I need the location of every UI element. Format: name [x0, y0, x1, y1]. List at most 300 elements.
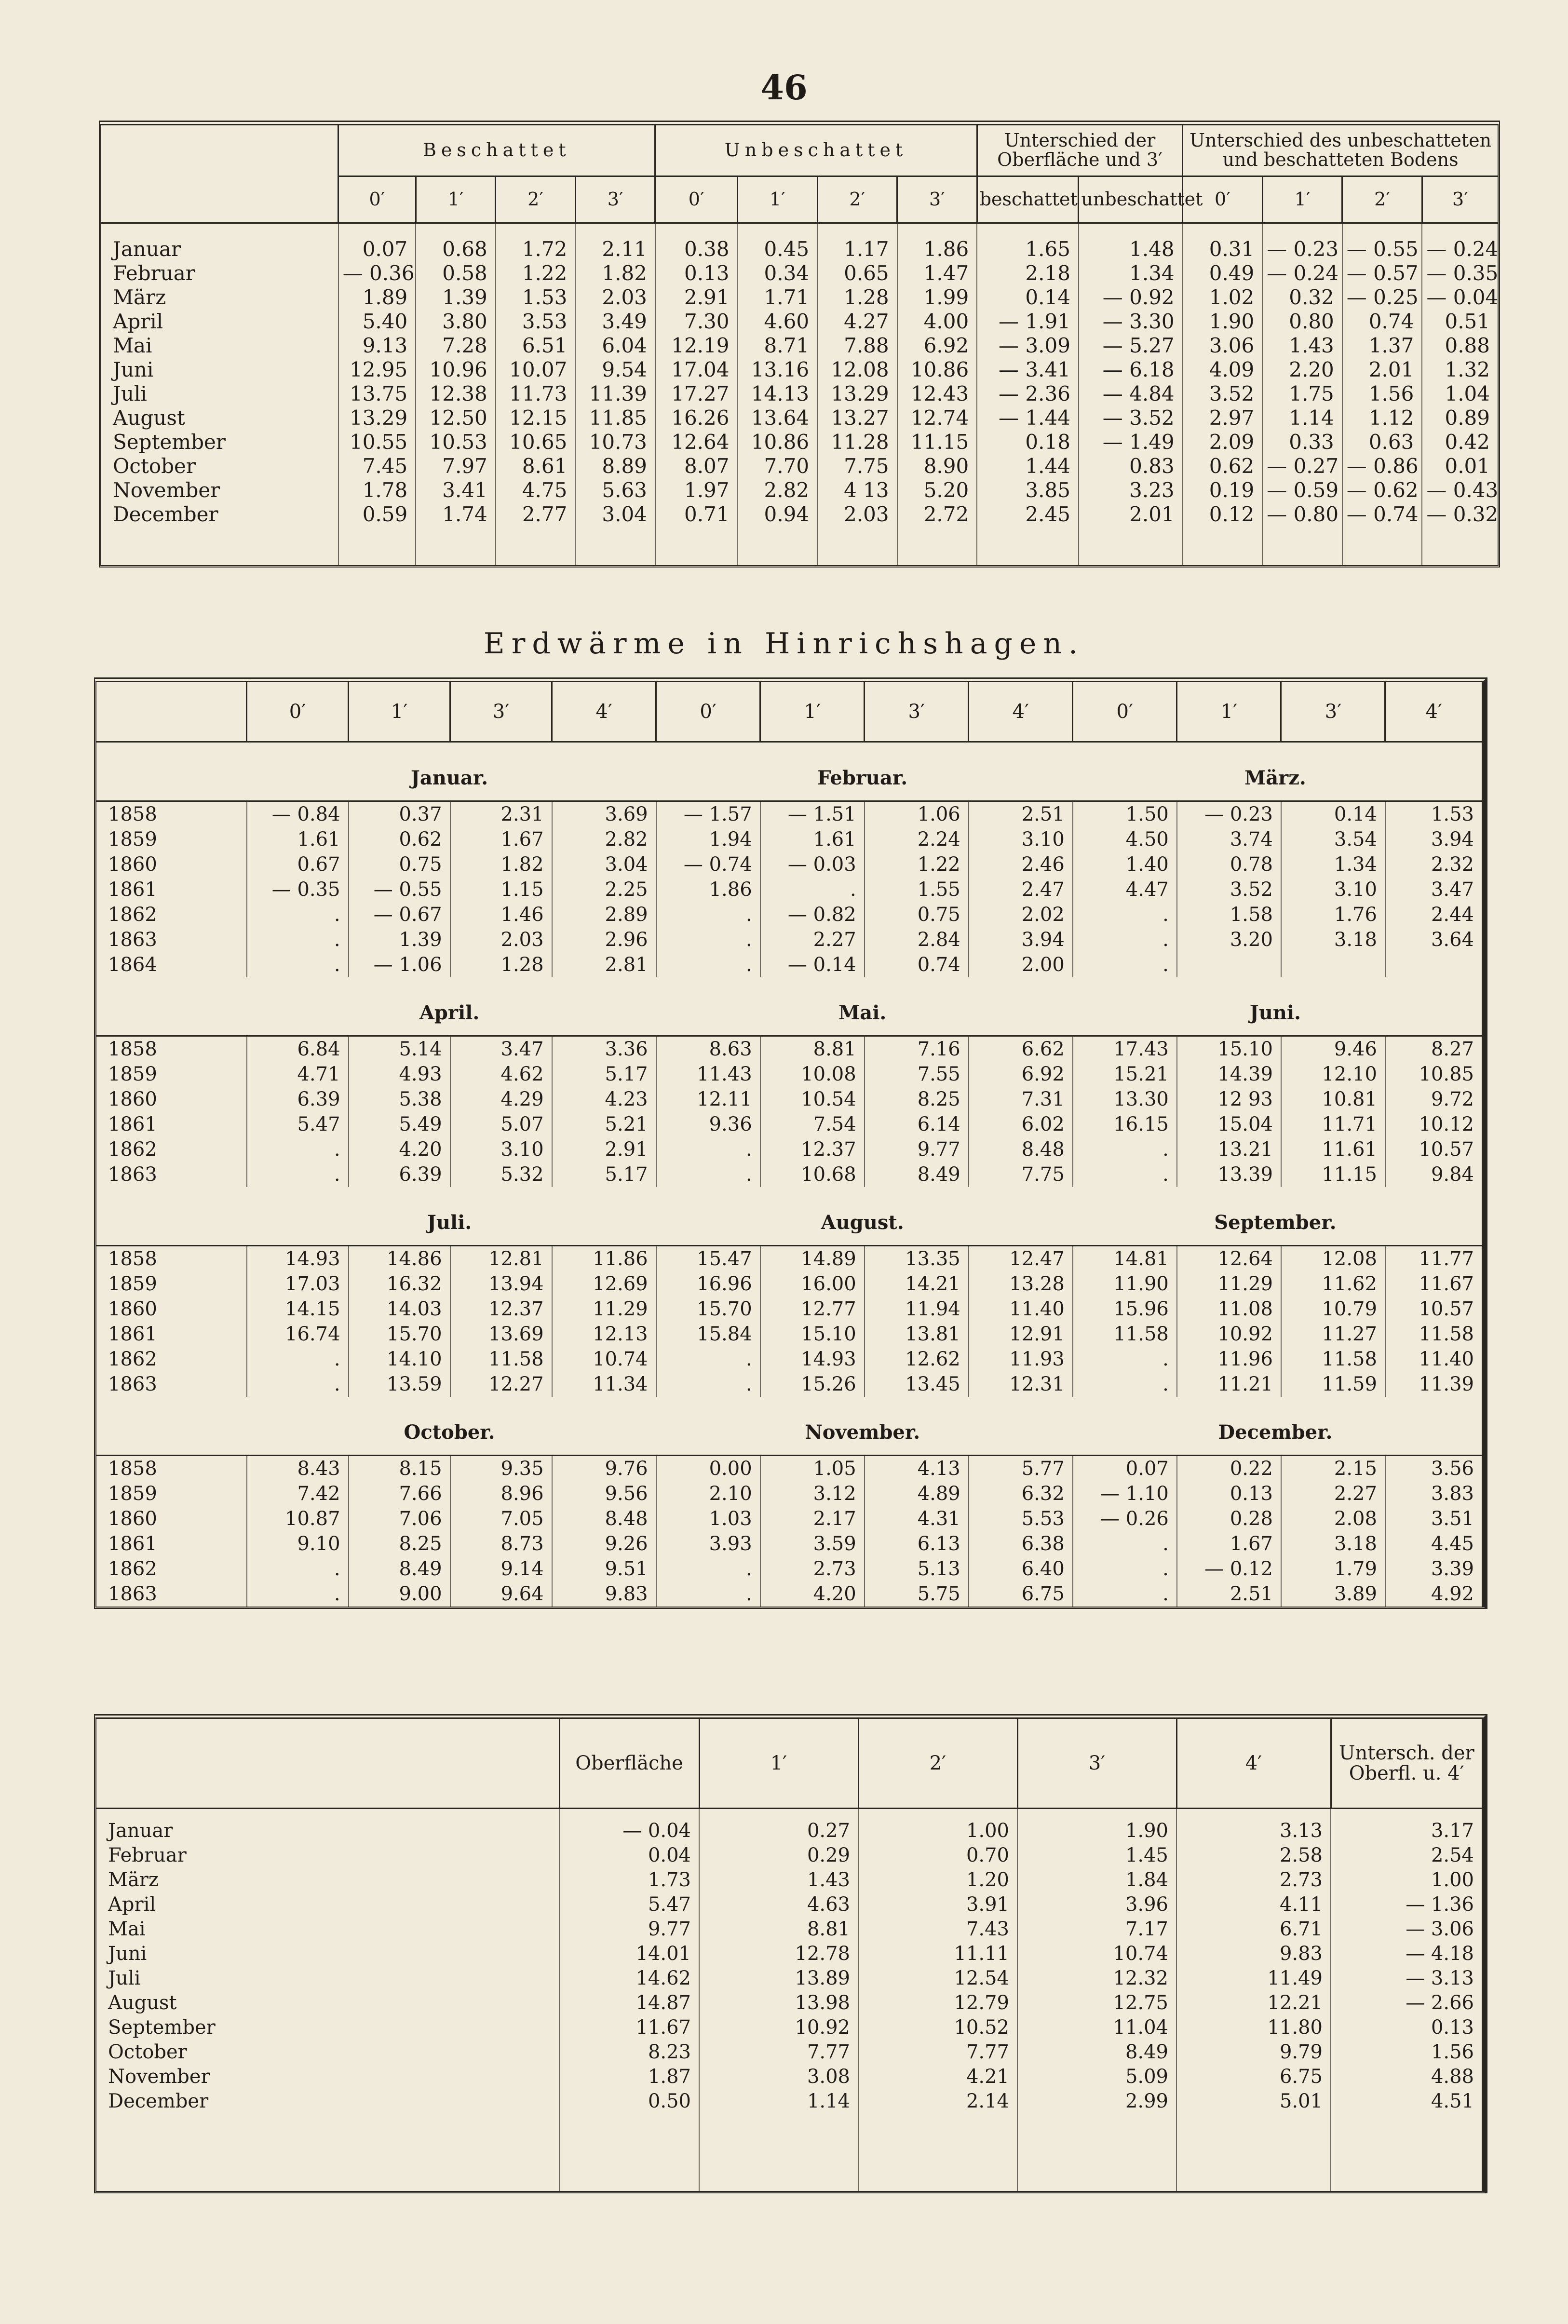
value-cell: 2.27	[760, 927, 865, 952]
value-cell: .	[247, 902, 349, 927]
value-cell: 2.51	[969, 801, 1073, 827]
value-cell: 1.34	[1281, 852, 1385, 877]
value-cell: 12.74	[897, 406, 977, 430]
value-cell: 5.77	[969, 1456, 1073, 1482]
value-cell: 10.65	[496, 430, 576, 454]
value-cell: 6.71	[1176, 1917, 1331, 1942]
value-cell: 7.66	[349, 1481, 450, 1506]
value-cell: 5.13	[865, 1556, 969, 1581]
year-label: 1861	[96, 1531, 247, 1556]
value-cell: 1.00	[1431, 1869, 1474, 1891]
table-row	[96, 1036, 1482, 1062]
month-label: Februar	[101, 261, 338, 285]
value-cell: 6.39	[247, 1087, 349, 1112]
value-cell: 10.52	[858, 2015, 1017, 2040]
value-cell: 4.09	[1183, 358, 1263, 382]
value-cell: 0.83	[1079, 454, 1183, 478]
month-heading: December.	[1218, 1421, 1333, 1444]
value-cell: 1.73	[559, 1868, 699, 1892]
value-cell: 13.28	[969, 1271, 1073, 1297]
month-label: Februar	[96, 1843, 559, 1868]
table-row	[96, 1297, 1482, 1322]
value-cell: 9.10	[247, 1531, 349, 1556]
value-cell: — 2.66	[1406, 1992, 1474, 2014]
value-cell: 10.68	[760, 1162, 865, 1187]
value-cell: 11.40	[1419, 1348, 1474, 1370]
value-cell: 1.94	[656, 827, 760, 852]
table-row	[101, 382, 1498, 406]
value-cell: — 0.24	[1426, 237, 1499, 261]
value-cell: .	[656, 952, 760, 977]
value-cell: — 0.62	[1342, 478, 1422, 502]
depth-header: 1′	[1177, 682, 1281, 742]
value-cell: 4.31	[865, 1506, 969, 1531]
value-cell: 2.73	[760, 1556, 865, 1581]
value-cell: 7.75	[817, 454, 897, 478]
value-cell: 5.40	[338, 310, 416, 334]
month-heading: Februar.	[817, 767, 908, 789]
value-cell: 13.29	[338, 406, 416, 430]
value-cell: 8.48	[969, 1137, 1073, 1162]
value-cell: 1.56	[1431, 2041, 1474, 2063]
value-cell: 1.61	[247, 827, 349, 852]
value-cell: 1.39	[349, 927, 450, 952]
value-cell: — 0.24	[1262, 261, 1342, 285]
value-cell: — 0.80	[1262, 502, 1342, 527]
value-cell: 14.03	[349, 1297, 450, 1322]
value-cell: 2.84	[865, 927, 969, 952]
value-cell: 1.65	[977, 223, 1079, 262]
header-beschattet: Beschattet	[338, 125, 655, 176]
value-cell: 0.63	[1342, 430, 1422, 454]
value-cell: 2.77	[496, 502, 576, 527]
value-cell: 10.92	[699, 2015, 858, 2040]
value-cell: 6.04	[575, 334, 655, 358]
value-cell: 0.67	[247, 852, 349, 877]
value-cell: — 0.25	[1342, 285, 1422, 310]
month-heading: Juni.	[1249, 1001, 1301, 1024]
value-cell: 11.93	[969, 1347, 1073, 1372]
value-cell: 7.55	[865, 1062, 969, 1087]
value-cell: 0.38	[655, 223, 738, 262]
value-cell: 3.04	[575, 502, 655, 527]
value-cell: 3.52	[1177, 877, 1281, 902]
value-cell: 17.27	[655, 382, 738, 406]
value-cell: 3.94	[969, 927, 1073, 952]
month-label: August	[96, 1991, 559, 2015]
value-cell: 14.93	[760, 1347, 865, 1372]
value-cell: 17.04	[655, 358, 738, 382]
month-label: Juni	[101, 358, 338, 382]
value-cell: 15.70	[656, 1297, 760, 1322]
value-cell: 5.21	[552, 1112, 656, 1137]
value-cell: 5.17	[552, 1062, 656, 1087]
empty-cell	[699, 2114, 858, 2191]
depth-header: 0′	[656, 682, 760, 742]
value-cell: 0.70	[858, 1843, 1017, 1868]
year-label: 1863	[96, 927, 247, 952]
value-cell: 0.42	[1445, 430, 1490, 454]
value-cell: 7.45	[338, 454, 416, 478]
value-cell: 10.87	[247, 1506, 349, 1531]
value-cell: .	[1073, 1137, 1177, 1162]
value-cell: 2.91	[552, 1137, 656, 1162]
value-cell: 0.18	[977, 430, 1079, 454]
value-cell: 3.96	[1017, 1892, 1176, 1917]
value-cell: 8.63	[656, 1036, 760, 1062]
value-cell: 13.29	[817, 382, 897, 406]
value-cell: — 2.36	[977, 382, 1079, 406]
table-row	[96, 1137, 1482, 1162]
value-cell: 10.81	[1281, 1087, 1385, 1112]
depth-header: 1′	[699, 1719, 858, 1809]
year-label: 1859	[96, 1271, 247, 1297]
value-cell: 1.89	[338, 285, 416, 310]
table-row	[96, 2015, 1482, 2040]
empty-cell	[1176, 2114, 1331, 2191]
header-oberflaeche: Oberfläche	[559, 1719, 699, 1809]
table-row	[101, 430, 1498, 454]
value-cell: 1.67	[1177, 1531, 1281, 1556]
value-cell: 5.47	[247, 1112, 349, 1137]
month-group-row	[96, 977, 1482, 1036]
value-cell: 15.10	[760, 1322, 865, 1347]
value-cell: 0.80	[1262, 310, 1342, 334]
table-row	[96, 1556, 1482, 1581]
value-cell: 8.49	[1017, 2040, 1176, 2065]
depth-header: 0′	[247, 682, 349, 742]
value-cell: 1.87	[559, 2065, 699, 2089]
value-cell: 5.32	[450, 1162, 552, 1187]
table-row	[96, 877, 1482, 902]
month-group-row	[96, 742, 1482, 801]
depth-header: 3′	[1281, 682, 1385, 742]
value-cell: 7.28	[416, 334, 496, 358]
table-row	[101, 334, 1498, 358]
value-cell: 0.01	[1445, 454, 1490, 478]
value-cell: — 0.04	[1426, 285, 1499, 309]
empty-cell	[897, 527, 977, 565]
value-cell: 12 93	[1177, 1087, 1281, 1112]
value-cell: 3.36	[552, 1036, 656, 1062]
value-cell: 1.97	[655, 478, 738, 502]
value-cell: — 0.23	[1262, 223, 1342, 262]
value-cell: — 0.57	[1342, 261, 1422, 285]
empty-cell	[1079, 527, 1183, 565]
depth-header: 3′	[1017, 1719, 1176, 1809]
value-cell: .	[1073, 1556, 1177, 1581]
value-cell: 1.90	[1017, 1809, 1176, 1844]
value-cell: 10.73	[575, 430, 655, 454]
table-row	[96, 827, 1482, 852]
value-cell: 9.56	[552, 1481, 656, 1506]
corner-header	[96, 1719, 559, 1809]
value-cell: — 1.51	[760, 801, 865, 827]
value-cell: 4 13	[817, 478, 897, 502]
value-cell: 0.62	[1183, 454, 1263, 478]
value-cell: 14.39	[1177, 1062, 1281, 1087]
value-cell: 12.08	[817, 358, 897, 382]
value-cell	[1385, 952, 1482, 977]
value-cell: 1.67	[450, 827, 552, 852]
value-cell: .	[656, 902, 760, 927]
month-heading: August.	[821, 1211, 904, 1234]
month-label: April	[101, 310, 338, 334]
value-cell: 10.79	[1281, 1297, 1385, 1322]
value-cell: .	[656, 1581, 760, 1607]
depth-header: 3′	[897, 176, 977, 223]
value-cell: 3.08	[699, 2065, 858, 2089]
month-label: October	[96, 2040, 559, 2065]
empty-cell	[96, 2114, 559, 2191]
value-cell: 1.76	[1281, 902, 1385, 927]
value-cell: 3.64	[1431, 929, 1474, 951]
year-label: 1858	[96, 1036, 247, 1062]
value-cell: .	[247, 952, 349, 977]
value-cell: 13.59	[349, 1372, 450, 1397]
value-cell: 12.27	[450, 1372, 552, 1397]
table-row	[96, 1112, 1482, 1137]
empty-cell	[1262, 527, 1342, 565]
value-cell: 8.96	[450, 1481, 552, 1506]
empty-cell	[858, 2114, 1017, 2191]
value-cell: 5.14	[349, 1036, 450, 1062]
value-cell: 10.07	[496, 358, 576, 382]
value-cell: 0.74	[1342, 310, 1422, 334]
value-cell: 11.59	[1281, 1372, 1385, 1397]
value-cell: 1.82	[450, 852, 552, 877]
value-cell: 8.25	[865, 1087, 969, 1112]
value-cell: — 0.84	[247, 801, 349, 827]
value-cell: 14.93	[247, 1246, 349, 1272]
value-cell: 0.45	[737, 223, 817, 262]
value-cell: 2.10	[656, 1481, 760, 1506]
value-cell: 0.75	[349, 852, 450, 877]
value-cell: 0.04	[559, 1843, 699, 1868]
value-cell: 4.50	[1073, 827, 1177, 852]
table-row	[96, 1809, 1482, 1844]
table-row	[101, 406, 1498, 430]
value-cell: .	[656, 927, 760, 952]
value-cell: — 0.12	[1177, 1556, 1281, 1581]
depth-header: 3′	[575, 176, 655, 223]
value-cell: — 0.04	[559, 1809, 699, 1844]
header-diff-surface: Unterschied der Oberfläche und 3′	[977, 125, 1182, 176]
depth-header: 2′	[858, 1719, 1017, 1809]
value-cell: 12.47	[969, 1246, 1073, 1272]
value-cell: 11.94	[865, 1297, 969, 1322]
value-cell: 0.62	[349, 827, 450, 852]
value-cell: 3.10	[969, 827, 1073, 852]
value-cell: 2.03	[575, 285, 655, 310]
table-row	[96, 1246, 1482, 1272]
depth-header: 2′	[496, 176, 576, 223]
value-cell	[1281, 952, 1385, 977]
value-cell: 2.11	[575, 223, 655, 262]
value-cell: 11.58	[450, 1347, 552, 1372]
value-cell: — 0.67	[349, 902, 450, 927]
value-cell: 11.08	[1177, 1297, 1281, 1322]
month-heading: October.	[404, 1421, 495, 1444]
value-cell: 10.86	[897, 358, 977, 382]
value-cell: 1.34	[1079, 261, 1183, 285]
value-cell: 13.69	[450, 1322, 552, 1347]
table-row	[96, 801, 1482, 827]
value-cell: 0.94	[737, 502, 817, 527]
empty-cell	[817, 527, 897, 565]
empty-cell	[96, 1397, 247, 1456]
empty-cell	[977, 527, 1079, 565]
value-cell: 11.29	[1177, 1271, 1281, 1297]
value-cell: 1.58	[1177, 902, 1281, 927]
table-row	[96, 1843, 1482, 1868]
depth-header: 4′	[969, 682, 1073, 742]
value-cell: 5.17	[552, 1162, 656, 1187]
value-cell: 7.54	[760, 1112, 865, 1137]
year-label: 1860	[96, 1297, 247, 1322]
value-cell: 9.54	[575, 358, 655, 382]
value-cell: 16.32	[349, 1271, 450, 1297]
value-cell: 10.57	[1419, 1138, 1474, 1161]
empty-cell	[575, 527, 655, 565]
value-cell: 2.31	[450, 801, 552, 827]
month-label: Mai	[101, 334, 338, 358]
table-row	[96, 1271, 1482, 1297]
value-cell: 7.77	[699, 2040, 858, 2065]
month-label: Mai	[96, 1917, 559, 1942]
year-label: 1863	[96, 1372, 247, 1397]
value-cell: 8.81	[760, 1036, 865, 1062]
value-cell: 1.06	[865, 801, 969, 827]
value-cell: 9.64	[450, 1581, 552, 1607]
value-cell: 4.47	[1073, 877, 1177, 902]
value-cell: 1.47	[897, 261, 977, 285]
value-cell: 11.90	[1073, 1271, 1177, 1297]
table-row	[96, 1991, 1482, 2015]
value-cell: 2.54	[1431, 1844, 1474, 1866]
value-cell: 12.64	[655, 430, 738, 454]
value-cell: 1.99	[897, 285, 977, 310]
value-cell: 4.45	[1431, 1533, 1474, 1555]
value-cell: 7.77	[858, 2040, 1017, 2065]
value-cell: .	[1073, 1347, 1177, 1372]
month-label: December	[96, 2089, 559, 2114]
value-cell: .	[760, 877, 865, 902]
value-cell: 14.89	[760, 1246, 865, 1272]
year-label: 1861	[96, 1112, 247, 1137]
value-cell: 12.54	[858, 1966, 1017, 1991]
value-cell: 11.96	[1177, 1347, 1281, 1372]
value-cell: — 1.06	[349, 952, 450, 977]
value-cell: 15.26	[760, 1372, 865, 1397]
table-row	[96, 1372, 1482, 1397]
value-cell: 6.39	[349, 1162, 450, 1187]
value-cell: 1.43	[1262, 334, 1342, 358]
value-cell: 7.31	[969, 1087, 1073, 1112]
value-cell: 12.69	[552, 1271, 656, 1297]
value-cell: — 0.86	[1342, 454, 1422, 478]
value-cell: 10.74	[552, 1347, 656, 1372]
value-cell: 7.05	[450, 1506, 552, 1531]
value-cell: — 1.57	[656, 801, 760, 827]
value-cell: 8.61	[496, 454, 576, 478]
value-cell: 5.49	[349, 1112, 450, 1137]
value-cell: 11.58	[1419, 1323, 1474, 1345]
table-row	[96, 1942, 1482, 1966]
value-cell: 4.51	[1431, 2090, 1474, 2112]
table-row	[101, 261, 1498, 285]
hinrichshagen-earth-temperature-table	[94, 677, 1487, 1609]
value-cell: 2.73	[1176, 1868, 1331, 1892]
value-cell: 4.13	[865, 1456, 969, 1482]
value-cell: — 0.55	[349, 877, 450, 902]
value-cell: 0.19	[1183, 478, 1263, 502]
value-cell: 12.91	[969, 1322, 1073, 1347]
value-cell: 2.24	[865, 827, 969, 852]
value-cell: 3.74	[1177, 827, 1281, 852]
value-cell: 11.11	[858, 1942, 1017, 1966]
value-cell: 15.47	[656, 1246, 760, 1272]
value-cell: 15.96	[1073, 1297, 1177, 1322]
filler-row	[96, 2114, 1482, 2191]
value-cell: — 3.30	[1079, 310, 1183, 334]
value-cell: 14.01	[559, 1942, 699, 1966]
month-label: April	[96, 1892, 559, 1917]
value-cell: 8.27	[1385, 1036, 1482, 1062]
value-cell: 8.89	[575, 454, 655, 478]
year-label: 1861	[96, 1322, 247, 1347]
value-cell: 4.75	[496, 478, 576, 502]
value-cell: 5.53	[969, 1506, 1073, 1531]
value-cell: 14.21	[865, 1271, 969, 1297]
value-cell: 13.64	[737, 406, 817, 430]
value-cell: — 0.36	[338, 261, 416, 285]
value-cell: 13.81	[865, 1322, 969, 1347]
value-cell: 1.12	[1342, 406, 1422, 430]
table-row	[96, 1531, 1482, 1556]
month-heading: April.	[419, 1001, 480, 1024]
value-cell: 1.53	[496, 285, 576, 310]
empty-cell	[1342, 527, 1422, 565]
empty-cell	[338, 527, 416, 565]
value-cell: 8.25	[349, 1531, 450, 1556]
value-cell: 13.30	[1073, 1087, 1177, 1112]
table-row	[96, 1347, 1482, 1372]
empty-cell	[496, 527, 576, 565]
value-cell: 6.75	[969, 1581, 1073, 1607]
depth-header: 2′	[817, 176, 897, 223]
value-cell: — 0.23	[1177, 801, 1281, 827]
value-cell: — 0.35	[1426, 261, 1499, 285]
value-cell: 9.14	[450, 1556, 552, 1581]
corner-header	[96, 682, 247, 742]
value-cell: 2.18	[977, 261, 1079, 285]
value-cell: 10.74	[1017, 1942, 1176, 1966]
year-label: 1863	[96, 1581, 247, 1607]
value-cell: 4.88	[1431, 2066, 1474, 2088]
value-cell: 12.38	[416, 382, 496, 406]
value-cell: 2.46	[969, 852, 1073, 877]
empty-cell	[96, 977, 247, 1036]
month-heading: November.	[805, 1421, 920, 1444]
value-cell: 5.75	[865, 1581, 969, 1607]
value-cell: 16.15	[1073, 1112, 1177, 1137]
value-cell: 7.88	[817, 334, 897, 358]
value-cell: 9.84	[1431, 1163, 1474, 1186]
value-cell: 3.85	[977, 478, 1079, 502]
value-cell: 6.84	[247, 1036, 349, 1062]
value-cell: 1.43	[699, 1868, 858, 1892]
